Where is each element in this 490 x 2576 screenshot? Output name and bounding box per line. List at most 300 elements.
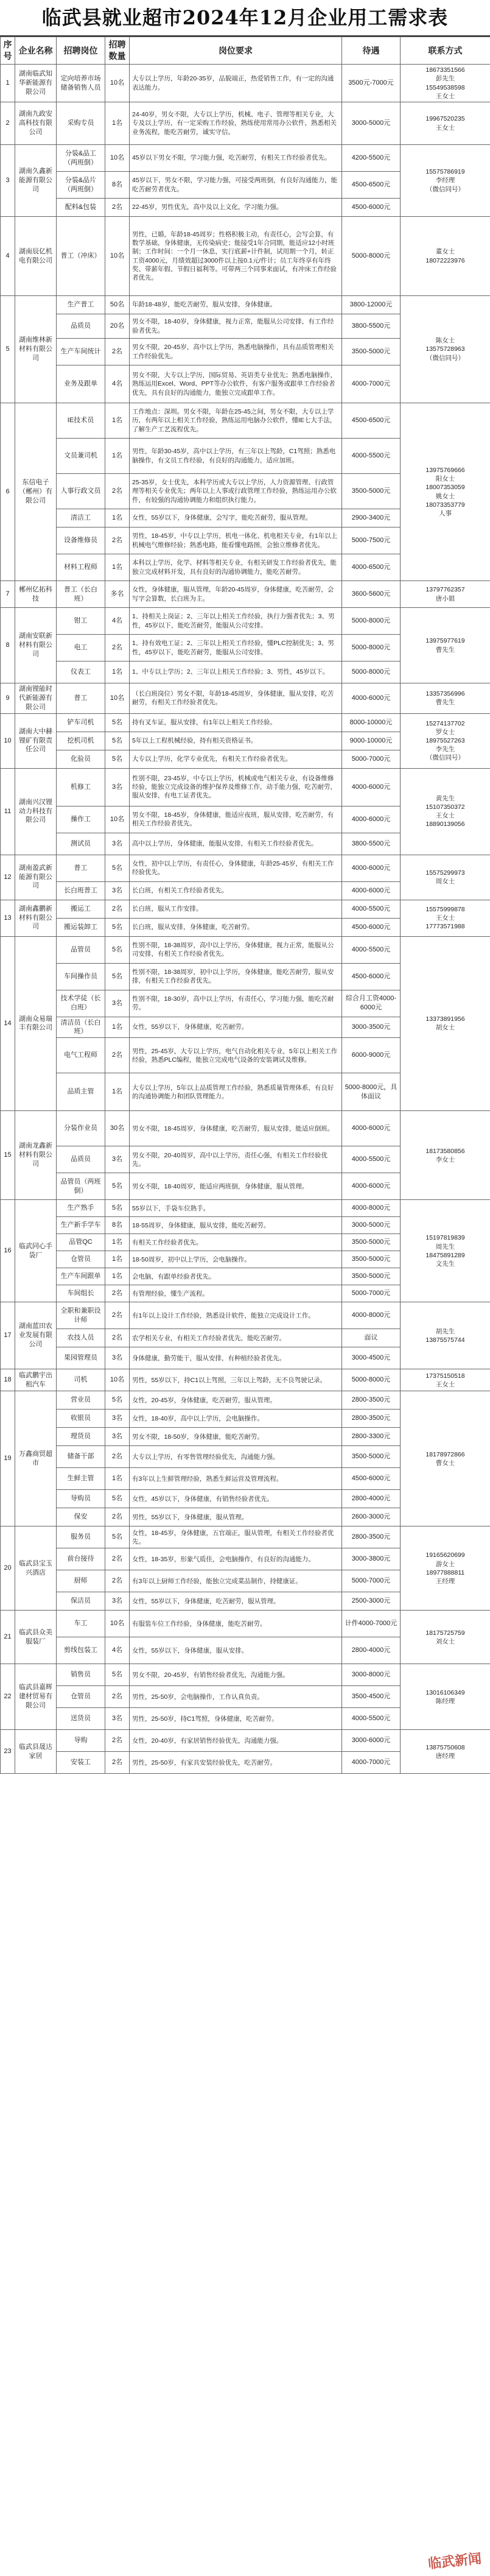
job-count: 10名 <box>105 145 130 172</box>
job-count: 2名 <box>105 1752 130 1774</box>
job-count: 5名 <box>105 1664 130 1686</box>
job-pay: 4000-6000元 <box>342 1111 401 1146</box>
table-row <box>1 217 490 296</box>
job-requirements: 男性，55岁以下，持C1以上驾照，三年以上驾龄，无不良驾驶记录。 <box>130 1369 342 1391</box>
job-count: 2名 <box>105 339 130 365</box>
job-position: 车间操作员 <box>57 963 105 990</box>
job-position: 仓管员 <box>57 1251 105 1268</box>
job-count: 4名 <box>105 1637 130 1664</box>
company-number: 21 <box>1 1611 15 1664</box>
company-number: 19 <box>1 1391 15 1526</box>
job-position: 厨师 <box>57 1570 105 1592</box>
job-count: 2名 <box>105 900 130 918</box>
job-count: 10名 <box>105 65 130 102</box>
company-number: 20 <box>1 1526 15 1611</box>
job-pay: 4500-6000元 <box>342 199 401 217</box>
table-row <box>1 1200 490 1217</box>
company-contact: 13875750608 唐经理 <box>401 1730 490 1774</box>
job-pay: 2800-3500元 <box>342 1526 401 1548</box>
job-count: 1名 <box>105 662 130 683</box>
company-contact: 18178972866 曹女士 <box>401 1391 490 1526</box>
company-name: 湖南兴汉锂动力科技有限公司 <box>15 768 57 855</box>
job-requirements: 男性，已婚，年龄18-45周岁；性格积极主动，有责任心，会写会算，有数学基础，身体健康，无传染病史；能接受1年合同期，能适应12小时班制；工作时间：一个月一休息，实行底薪+计件制，试用期一个月，转正工资4000元，月绩效超过3000件以上按0.1元/件计；员工年终享有年终奖、带薪年假、节假日福利等。可带两三个同事来面试，有冲床工作经验者优先。 <box>130 217 342 296</box>
job-requirements: 有3年以上厨师工作经验，能独立完成菜品制作，持健康证。 <box>130 1570 342 1592</box>
job-pay: 4000-6000元 <box>342 768 401 806</box>
job-pay: 综合月工资4000-6000元 <box>342 990 401 1017</box>
job-count: 2名 <box>105 528 130 554</box>
job-count: 3名 <box>105 1708 130 1730</box>
company-contact: 15575299973 周女士 <box>401 855 490 900</box>
job-requirements: 女性，18-35岁，形象气质佳，会电脑操作，有良好的沟通能力。 <box>130 1548 342 1570</box>
job-requirements: 性别不限，23-45岁，中专以上学历，机械或电气相关专业，有设备维修经验，能独立完成设备的维护保养及维修工作，动手能力强，吃苦耐劳，服从安排，有电工证者优先。 <box>130 768 342 806</box>
company-number: 11 <box>1 768 15 855</box>
company-contact: 13016106349 陈经理 <box>401 1664 490 1730</box>
job-requirements: 1、持相关上岗证；2、三年以上相关工作经验，执行力强者优先；3、男性，45岁以下，能吃苦耐劳，能服从公司安排。 <box>130 608 342 635</box>
company-name: 临武鹏宇出租汽车 <box>15 1369 57 1391</box>
job-requirements: 性别不限，18-38周岁，高中以上学历，身体健康，视力正常，能服从公司安排，有相关工作经验者优先。 <box>130 936 342 963</box>
job-position: 品质员 <box>57 314 105 339</box>
company-contact: 15197819839 周先生 18475891289 文先生 <box>401 1200 490 1302</box>
header-pay: 待遇 <box>342 37 401 65</box>
job-requirements: 长白班，有相关工作经验者优先。 <box>130 881 342 900</box>
job-pay: 2800-4000元 <box>342 1637 401 1664</box>
company-name: 湖南龙鑫新材料有限公司 <box>15 1111 57 1200</box>
company-name: 临武县嘉辉建材贸易有限公司 <box>15 1664 57 1730</box>
company-contact: 19967520235 王女士 <box>401 102 490 145</box>
job-position: 采购专员 <box>57 102 105 145</box>
company-number: 4 <box>1 217 15 296</box>
job-requirements: 男女不限，18-45周岁，身体健康，吃苦耐劳，服从安排，能适应倒班。 <box>130 1111 342 1146</box>
header-requirements: 岗位要求 <box>130 37 342 65</box>
job-pay: 4500-6500元 <box>342 403 401 439</box>
job-count: 3名 <box>105 768 130 806</box>
job-requirements: 45岁以下，男女不限，学习能力强，可接受两班倒，有良好沟通能力，能吃苦耐劳者优先。 <box>130 172 342 199</box>
job-position: 电工 <box>57 635 105 662</box>
job-pay: 5000-7000元 <box>342 750 401 768</box>
job-pay: 3500-5000元 <box>342 1251 401 1268</box>
job-pay: 3000-5000元 <box>342 102 401 145</box>
job-count: 5名 <box>105 713 130 732</box>
job-count: 2名 <box>105 1329 130 1347</box>
job-position: 生产车间统计 <box>57 339 105 365</box>
job-position: 清洁工 <box>57 509 105 528</box>
job-position: 生鲜主管 <box>57 1468 105 1490</box>
job-count: 5名 <box>105 855 130 881</box>
job-pay: 4000-8000元 <box>342 1200 401 1217</box>
job-requirements: 男女不限，20-45岁，高中以上学历，熟悉电脑操作，具有品质管理相关工作经验优先。 <box>130 339 342 365</box>
job-pay: 4000-5500元 <box>342 439 401 474</box>
job-count: 1名 <box>105 1268 130 1285</box>
job-requirements: 持有叉车证，服从安排，有1年以上相关工作经验。 <box>130 713 342 732</box>
job-requirements: 18-50周岁，初中以上学历，会电脑操作。 <box>130 1251 342 1268</box>
company-name: 湖南蓝田农业发展有限公司 <box>15 1302 57 1369</box>
job-requirements: 大专以上学历，年龄20-35岁，品貌端正，热爱销售工作，有一定的沟通表达能力。 <box>130 65 342 102</box>
company-contact: 15575786919 李经理 （微信同号） <box>401 145 490 217</box>
job-count: 2名 <box>105 474 130 509</box>
job-position: 普工（长白班） <box>57 581 105 608</box>
job-pay: 5000-8000元 <box>342 217 401 296</box>
job-pay: 3500-4500元 <box>342 1686 401 1708</box>
job-pay: 5000-7500元 <box>342 528 401 554</box>
job-count: 10名 <box>105 683 130 714</box>
table-row <box>1 1111 490 1146</box>
company-number: 5 <box>1 296 15 403</box>
company-contact: 15274137702 罗女士 18975527263 李先生 （微信同号） <box>401 713 490 768</box>
table-row <box>1 581 490 608</box>
job-pay: 9000-10000元 <box>342 732 401 750</box>
job-pay: 3000-4500元 <box>342 1347 401 1369</box>
job-pay: 4000-5500元 <box>342 1708 401 1730</box>
company-number: 22 <box>1 1664 15 1730</box>
company-contact: 19165620699 游女士 18977888811 王经理 <box>401 1526 490 1611</box>
job-position: 业务及跟单 <box>57 365 105 403</box>
company-name: 湖南安联新材料有限公司 <box>15 608 57 683</box>
company-name: 湖南众易瑞丰有限公司 <box>15 936 57 1111</box>
job-count: 4名 <box>105 365 130 403</box>
job-requirements: 性别不限，18-38周岁，初中以上学历，身体健康，能吃苦耐劳，服从安排，有相关工作经验者优先。 <box>130 963 342 990</box>
company-contact: 13357356996 曹先生 <box>401 683 490 714</box>
job-position: 品管员（两班倒） <box>57 1173 105 1200</box>
company-number: 17 <box>1 1302 15 1369</box>
job-pay: 4000-6000元 <box>342 683 401 714</box>
job-pay: 2800-3500元 <box>342 1410 401 1428</box>
job-count: 2名 <box>105 1570 130 1592</box>
job-requirements: 5年以上工程机械经验，持有相关资格证书。 <box>130 732 342 750</box>
company-number: 23 <box>1 1730 15 1774</box>
job-position: 营业员 <box>57 1391 105 1410</box>
job-requirements: 女性，初中以上学历，有责任心，身体健康，年龄25-45岁，有相关工作经验优先。 <box>130 855 342 881</box>
job-pay: 2800-3500元 <box>342 1391 401 1410</box>
job-pay: 4200-5500元 <box>342 145 401 172</box>
job-count: 3名 <box>105 1592 130 1611</box>
job-requirements: 有相关工作经验者优先。 <box>130 1234 342 1251</box>
job-position: 储备干部 <box>57 1446 105 1468</box>
job-count: 30名 <box>105 1111 130 1146</box>
job-count: 1名 <box>105 1073 130 1111</box>
job-position: 服务员 <box>57 1526 105 1548</box>
job-requirements: 本科以上学历，化学、材料等相关专业，有相关研发工作经验者优先，能独立完成材料开发，具有良好的沟通协调能力，能吃苦耐劳。 <box>130 554 342 581</box>
job-pay: 5000-8000元 <box>342 608 401 635</box>
company-contact: 13975977619 曹先生 <box>401 608 490 683</box>
job-position: 分装作业员 <box>57 1111 105 1146</box>
job-requirements: 18-55周岁，身体健康，服从安排，能吃苦耐劳。 <box>130 1217 342 1234</box>
company-name: 湖南盈武新能源有限公司 <box>15 855 57 900</box>
job-requirements: 男性，25-50岁，有家具安装经验优先，吃苦耐劳。 <box>130 1752 342 1774</box>
job-pay: 3800-12000元 <box>342 296 401 314</box>
job-pay: 3500元-7000元 <box>342 65 401 102</box>
job-requirements: 男女不限，20-45岁，有销售经验者优先，沟通能力强。 <box>130 1664 342 1686</box>
company-name: 郴州亿拓科技 <box>15 581 57 608</box>
table-row <box>1 1391 490 1410</box>
table-row <box>1 145 490 172</box>
job-position: 生产车间跟单 <box>57 1268 105 1285</box>
job-position: 保洁员 <box>57 1592 105 1611</box>
job-position: 剪线包装工 <box>57 1637 105 1664</box>
company-number: 10 <box>1 713 15 768</box>
job-pay: 3500-5000元 <box>342 1446 401 1468</box>
company-name: 临武县众美服装厂 <box>15 1611 57 1664</box>
job-position: 车工 <box>57 1611 105 1637</box>
table-row <box>1 1730 490 1752</box>
company-number: 1 <box>1 65 15 102</box>
table-row <box>1 1369 490 1391</box>
company-number: 16 <box>1 1200 15 1302</box>
job-count: 3名 <box>105 1146 130 1173</box>
job-requirements: 男女不限，20-40周岁，高中以上学历，责任心强，有相关工作经验优先。 <box>130 1146 342 1173</box>
company-name: 湖南大中赫锂矿有限责任公司 <box>15 713 57 768</box>
job-pay: 5000-7000元 <box>342 1285 401 1302</box>
company-name: 湖南辰亿机电有限公司 <box>15 217 57 296</box>
table-row <box>1 1302 490 1329</box>
job-requirements: 22-45岁，男性优先，高中及以上文化，学习能力强。 <box>130 199 342 217</box>
job-requirements: （长白班岗位）男女不限，年龄18-45周岁，身体健康，服从安排，吃苦耐劳，有相关工作经验者优先。 <box>130 683 342 714</box>
job-requirements: 男女不限，18-45岁，身体健康，能适应夜班，服从安排，吃苦耐劳，有相关工作经验者优先。 <box>130 806 342 833</box>
job-count: 2名 <box>105 1686 130 1708</box>
job-position: 技术学徒（长白班） <box>57 990 105 1017</box>
company-name: 临武县晟达家居 <box>15 1730 57 1774</box>
job-pay: 2600-3000元 <box>342 1508 401 1526</box>
job-pay: 3000-6000元 <box>342 1730 401 1752</box>
job-count: 3名 <box>105 833 130 855</box>
job-pay: 5000-8000元 <box>342 635 401 662</box>
header-company: 企业名称 <box>15 37 57 65</box>
job-requirements: 男女不限，大专以上学历，国际贸易、英语类专业优先；熟悉电脑操作，熟练运用Excel、Word、PPT等办公软件，有客户服务或跟单工作经验者优先，具有良好的沟通能力，能独立完成跟单工作。 <box>130 365 342 403</box>
job-requirements: 1、中专以上学历；2、三年以上相关工作经验；3、男性，45岁以下。 <box>130 662 342 683</box>
job-pay: 4000-5500元 <box>342 1146 401 1173</box>
job-position: 钳工 <box>57 608 105 635</box>
job-pay: 3800-5500元 <box>342 833 401 855</box>
table-row <box>1 1664 490 1686</box>
job-requirements: 男性，25-50岁，持C1驾照，身体健康，吃苦耐劳。 <box>130 1708 342 1730</box>
job-position: 设备维修员 <box>57 528 105 554</box>
job-requirements: 45岁以下男女不限，学习能力强，吃苦耐劳，有相关工作经验者优先。 <box>130 145 342 172</box>
job-pay: 8000-10000元 <box>342 713 401 732</box>
company-number: 12 <box>1 855 15 900</box>
job-requirements: 女性，20-40岁，有家居销售经验优先，沟通能力强。 <box>130 1730 342 1752</box>
header-position: 招聘岗位 <box>57 37 105 65</box>
job-count: 5名 <box>105 918 130 936</box>
job-position: 车间组长 <box>57 1285 105 1302</box>
job-pay: 4000-6000元 <box>342 806 401 833</box>
job-requirements: 年龄18-48岁，能吃苦耐劳，服从安排，身体健康。 <box>130 296 342 314</box>
job-pay: 2800-3300元 <box>342 1428 401 1446</box>
job-count: 4名 <box>105 608 130 635</box>
job-requirements: 女性，55岁以下，身体健康，吃苦耐劳。 <box>130 1017 342 1038</box>
job-count: 50名 <box>105 296 130 314</box>
job-pay: 3000-5000元 <box>342 1217 401 1234</box>
job-pay: 4500-6000元 <box>342 918 401 936</box>
job-position: 分装&品片（两班倒） <box>57 172 105 199</box>
job-requirements: 25-35岁，女士优先，本科学历或大专以上学历，人力资源管理、行政管理等相关专业优先；两年以上人事或行政管理工作经验，熟练运用办公软件，有较强的沟通协调能力和组织执行能力。 <box>130 474 342 509</box>
job-position: 仓管员 <box>57 1686 105 1708</box>
job-requirements: 女性，55岁以下，身体健康，服从安排。 <box>130 1637 342 1664</box>
company-contact: 董女士 18072223976 <box>401 217 490 296</box>
job-position: 操作工 <box>57 806 105 833</box>
job-position: 理货员 <box>57 1428 105 1446</box>
job-position: 配料&包装 <box>57 199 105 217</box>
job-position: 品质主管 <box>57 1073 105 1111</box>
job-pay: 6000-9000元 <box>342 1038 401 1073</box>
job-pay: 3500-5000元 <box>342 339 401 365</box>
company-contact: 13975769666 阳女士 18007353059 姚女士 18073353779 人事 <box>401 403 490 581</box>
job-requirements: 女性，20-45岁，身体健康，吃苦耐劳，服从管理。 <box>130 1391 342 1410</box>
table-row <box>1 1611 490 1637</box>
job-count: 2名 <box>105 1038 130 1073</box>
job-count: 2名 <box>105 199 130 217</box>
job-requirements: 男性，25-45岁，大专以上学历，电气自动化相关专业，5年以上相关工作经验，熟悉PLC编程，能独立完成电气设备的安装调试及维修。 <box>130 1038 342 1073</box>
job-requirements: 长白班，服从安排，身体健康，吃苦耐劳。 <box>130 918 342 936</box>
job-requirements: 会电脑，有跟单经验者优先。 <box>130 1268 342 1285</box>
job-position: 普工（冲床） <box>57 217 105 296</box>
job-count: 5名 <box>105 1391 130 1410</box>
job-position: 保安 <box>57 1508 105 1526</box>
job-position: 清洁员（长白班） <box>57 1017 105 1038</box>
job-requirements: 女性，45岁以下，身体健康，有销售经验者优先。 <box>130 1490 342 1508</box>
job-pay: 5000-8000元 <box>342 662 401 683</box>
job-position: 品管QC <box>57 1234 105 1251</box>
table-row <box>1 403 490 439</box>
job-requirements: 男性，25-50岁，会电脑操作，工作认真负责。 <box>130 1686 342 1708</box>
job-pay: 计件4000-7000元 <box>342 1611 401 1637</box>
job-position: 前台接待 <box>57 1548 105 1570</box>
table-row <box>1 683 490 714</box>
job-requirements: 身体健康，勤劳能干，服从安排，有种植经验者优先。 <box>130 1347 342 1369</box>
job-count: 2名 <box>105 1508 130 1526</box>
job-pay: 4500-6500元 <box>342 172 401 199</box>
company-contact: 胡先生 13875575744 <box>401 1302 490 1369</box>
job-count: 1名 <box>105 403 130 439</box>
company-number: 15 <box>1 1111 15 1200</box>
table-row <box>1 65 490 102</box>
job-pay: 4000-6000元 <box>342 1173 401 1200</box>
job-pay: 3000-3500元 <box>342 1017 401 1038</box>
job-requirements: 55岁以下，手袋车位熟手。 <box>130 1200 342 1217</box>
company-number: 7 <box>1 581 15 608</box>
job-pay: 2900-3400元 <box>342 509 401 528</box>
job-count: 1名 <box>105 439 130 474</box>
company-contact: 15575999878 王女士 17773571988 <box>401 900 490 936</box>
job-count: 5名 <box>105 1490 130 1508</box>
header-contact: 联系方式 <box>401 37 490 65</box>
job-count: 10名 <box>105 806 130 833</box>
job-count: 5名 <box>105 732 130 750</box>
job-count: 10名 <box>105 217 130 296</box>
job-table-body <box>1 65 490 1774</box>
job-requirements: 有服装车位工作经验，身体健康，能吃苦耐劳。 <box>130 1611 342 1637</box>
job-requirements: 男性，18-45岁，中专以上学历，机电一体化、机电相关专业，有1年以上机械电气维修经验；熟悉电路，能看懂电路图，会独立维修者优先。 <box>130 528 342 554</box>
table-row <box>1 608 490 635</box>
job-pay: 4000-6000元 <box>342 855 401 881</box>
job-position: 生产熟手 <box>57 1200 105 1217</box>
job-requirements: 女性，55岁以下，身体健康，吃苦耐劳，服从管理。 <box>130 1592 342 1611</box>
job-pay: 4000-6000元 <box>342 881 401 900</box>
job-position: 搬运工 <box>57 900 105 918</box>
job-pay: 2800-4000元 <box>342 1490 401 1508</box>
job-position: 导购 <box>57 1730 105 1752</box>
job-count: 5名 <box>105 1526 130 1548</box>
job-pay: 3800-5500元 <box>342 314 401 339</box>
job-count: 3名 <box>105 1410 130 1428</box>
job-requirements: 大专以上学历，化学专业优先，有相关工作经验者优先。 <box>130 750 342 768</box>
company-contact: 13797762357 唐小姐 <box>401 581 490 608</box>
job-position: 电气工程师 <box>57 1038 105 1073</box>
job-requirements: 农学相关专业，有相关工作经验者优先，能吃苦耐劳。 <box>130 1329 342 1347</box>
job-count: 10名 <box>105 1611 130 1637</box>
job-position: 销售员 <box>57 1664 105 1686</box>
job-count: 3名 <box>105 990 130 1017</box>
header-count: 招聘数量 <box>105 37 130 65</box>
company-contact: 18173580856 李女士 <box>401 1111 490 1200</box>
company-number: 14 <box>1 936 15 1111</box>
job-pay: 面议 <box>342 1329 401 1347</box>
table-row <box>1 1526 490 1548</box>
job-count: 3名 <box>105 1347 130 1369</box>
company-number: 6 <box>1 403 15 581</box>
job-position: 材料工程师 <box>57 554 105 581</box>
job-pay: 2500-3000元 <box>342 1592 401 1611</box>
table-row <box>1 768 490 806</box>
job-requirements: 女性，18-45岁，身体健康，五官端正，服从管理，有相关工作经验者优先。 <box>130 1526 342 1548</box>
company-contact: 黄先生 15107350372 王女士 18890139056 <box>401 768 490 855</box>
job-pay: 5000-8000元，具体面议 <box>342 1073 401 1111</box>
job-count: 1名 <box>105 554 130 581</box>
job-requirements: 长白班，服从工作安排。 <box>130 900 342 918</box>
table-row <box>1 855 490 881</box>
company-name: 东信电子（郴州）有限公司 <box>15 403 57 581</box>
job-count: 1名 <box>105 1234 130 1251</box>
job-position: 搬运装卸工 <box>57 918 105 936</box>
table-row <box>1 900 490 918</box>
job-position: 仪表工 <box>57 662 105 683</box>
watermark-logo: 临武新闻 <box>427 2551 483 2572</box>
job-pay: 3000-3800元 <box>342 1548 401 1570</box>
job-count: 1名 <box>105 1251 130 1268</box>
job-position: 普工 <box>57 855 105 881</box>
job-position: 人事行政文员 <box>57 474 105 509</box>
job-position: 品管员 <box>57 936 105 963</box>
job-pay: 3000-8000元 <box>342 1664 401 1686</box>
company-name: 湖南锂能时代新能源有限公司 <box>15 683 57 714</box>
company-name: 湖南鑫鹏新材料有限公司 <box>15 900 57 936</box>
job-count: 多名 <box>105 581 130 608</box>
job-pay: 4500-6000元 <box>342 963 401 990</box>
job-position: 分装&品工（两班倒） <box>57 145 105 172</box>
company-contact: 18673351566 彭先生 15549538598 王女士 <box>401 65 490 102</box>
job-count: 2名 <box>105 1730 130 1752</box>
job-requirements: 有3年以上生鲜管理经验，熟悉生鲜运营及管理流程。 <box>130 1468 342 1490</box>
job-requirements: 男性，55岁以下，身体健康，服从管理。 <box>130 1508 342 1526</box>
header-no: 序号 <box>1 37 15 65</box>
job-requirements: 男女不限，18-50岁，身体健康，能吃苦耐劳。 <box>130 1428 342 1446</box>
job-pay: 5000-8000元 <box>342 1369 401 1391</box>
job-count: 8名 <box>105 1217 130 1234</box>
company-name: 湖南临武知华新能源有限公司 <box>15 65 57 102</box>
job-requirements: 1、持有效电工证；2、三年以上相关工作经验，懂PLC控制优先；3、男性，45岁以下，能吃苦耐劳，能服从公司安排。 <box>130 635 342 662</box>
job-position: 农技人员 <box>57 1329 105 1347</box>
job-count: 2名 <box>105 1446 130 1468</box>
job-position: 测试员 <box>57 833 105 855</box>
job-position: 挖机司机 <box>57 732 105 750</box>
job-count: 1名 <box>105 102 130 145</box>
table-header-row <box>1 37 490 65</box>
job-count: 8名 <box>105 172 130 199</box>
job-requirements: 大专以上学历，有零售管理经验优先，沟通能力强。 <box>130 1446 342 1468</box>
company-number: 13 <box>1 900 15 936</box>
job-count: 1名 <box>105 509 130 528</box>
job-position: 铲车司机 <box>57 713 105 732</box>
job-requirements: 男性，年龄30-45岁，高中以上学历，有三年以上驾龄，C1驾照；熟悉电脑操作，有文员工作经验，有良好的沟通能力，适应加班。 <box>130 439 342 474</box>
company-name: 湖南维林新材料有限公司 <box>15 296 57 403</box>
